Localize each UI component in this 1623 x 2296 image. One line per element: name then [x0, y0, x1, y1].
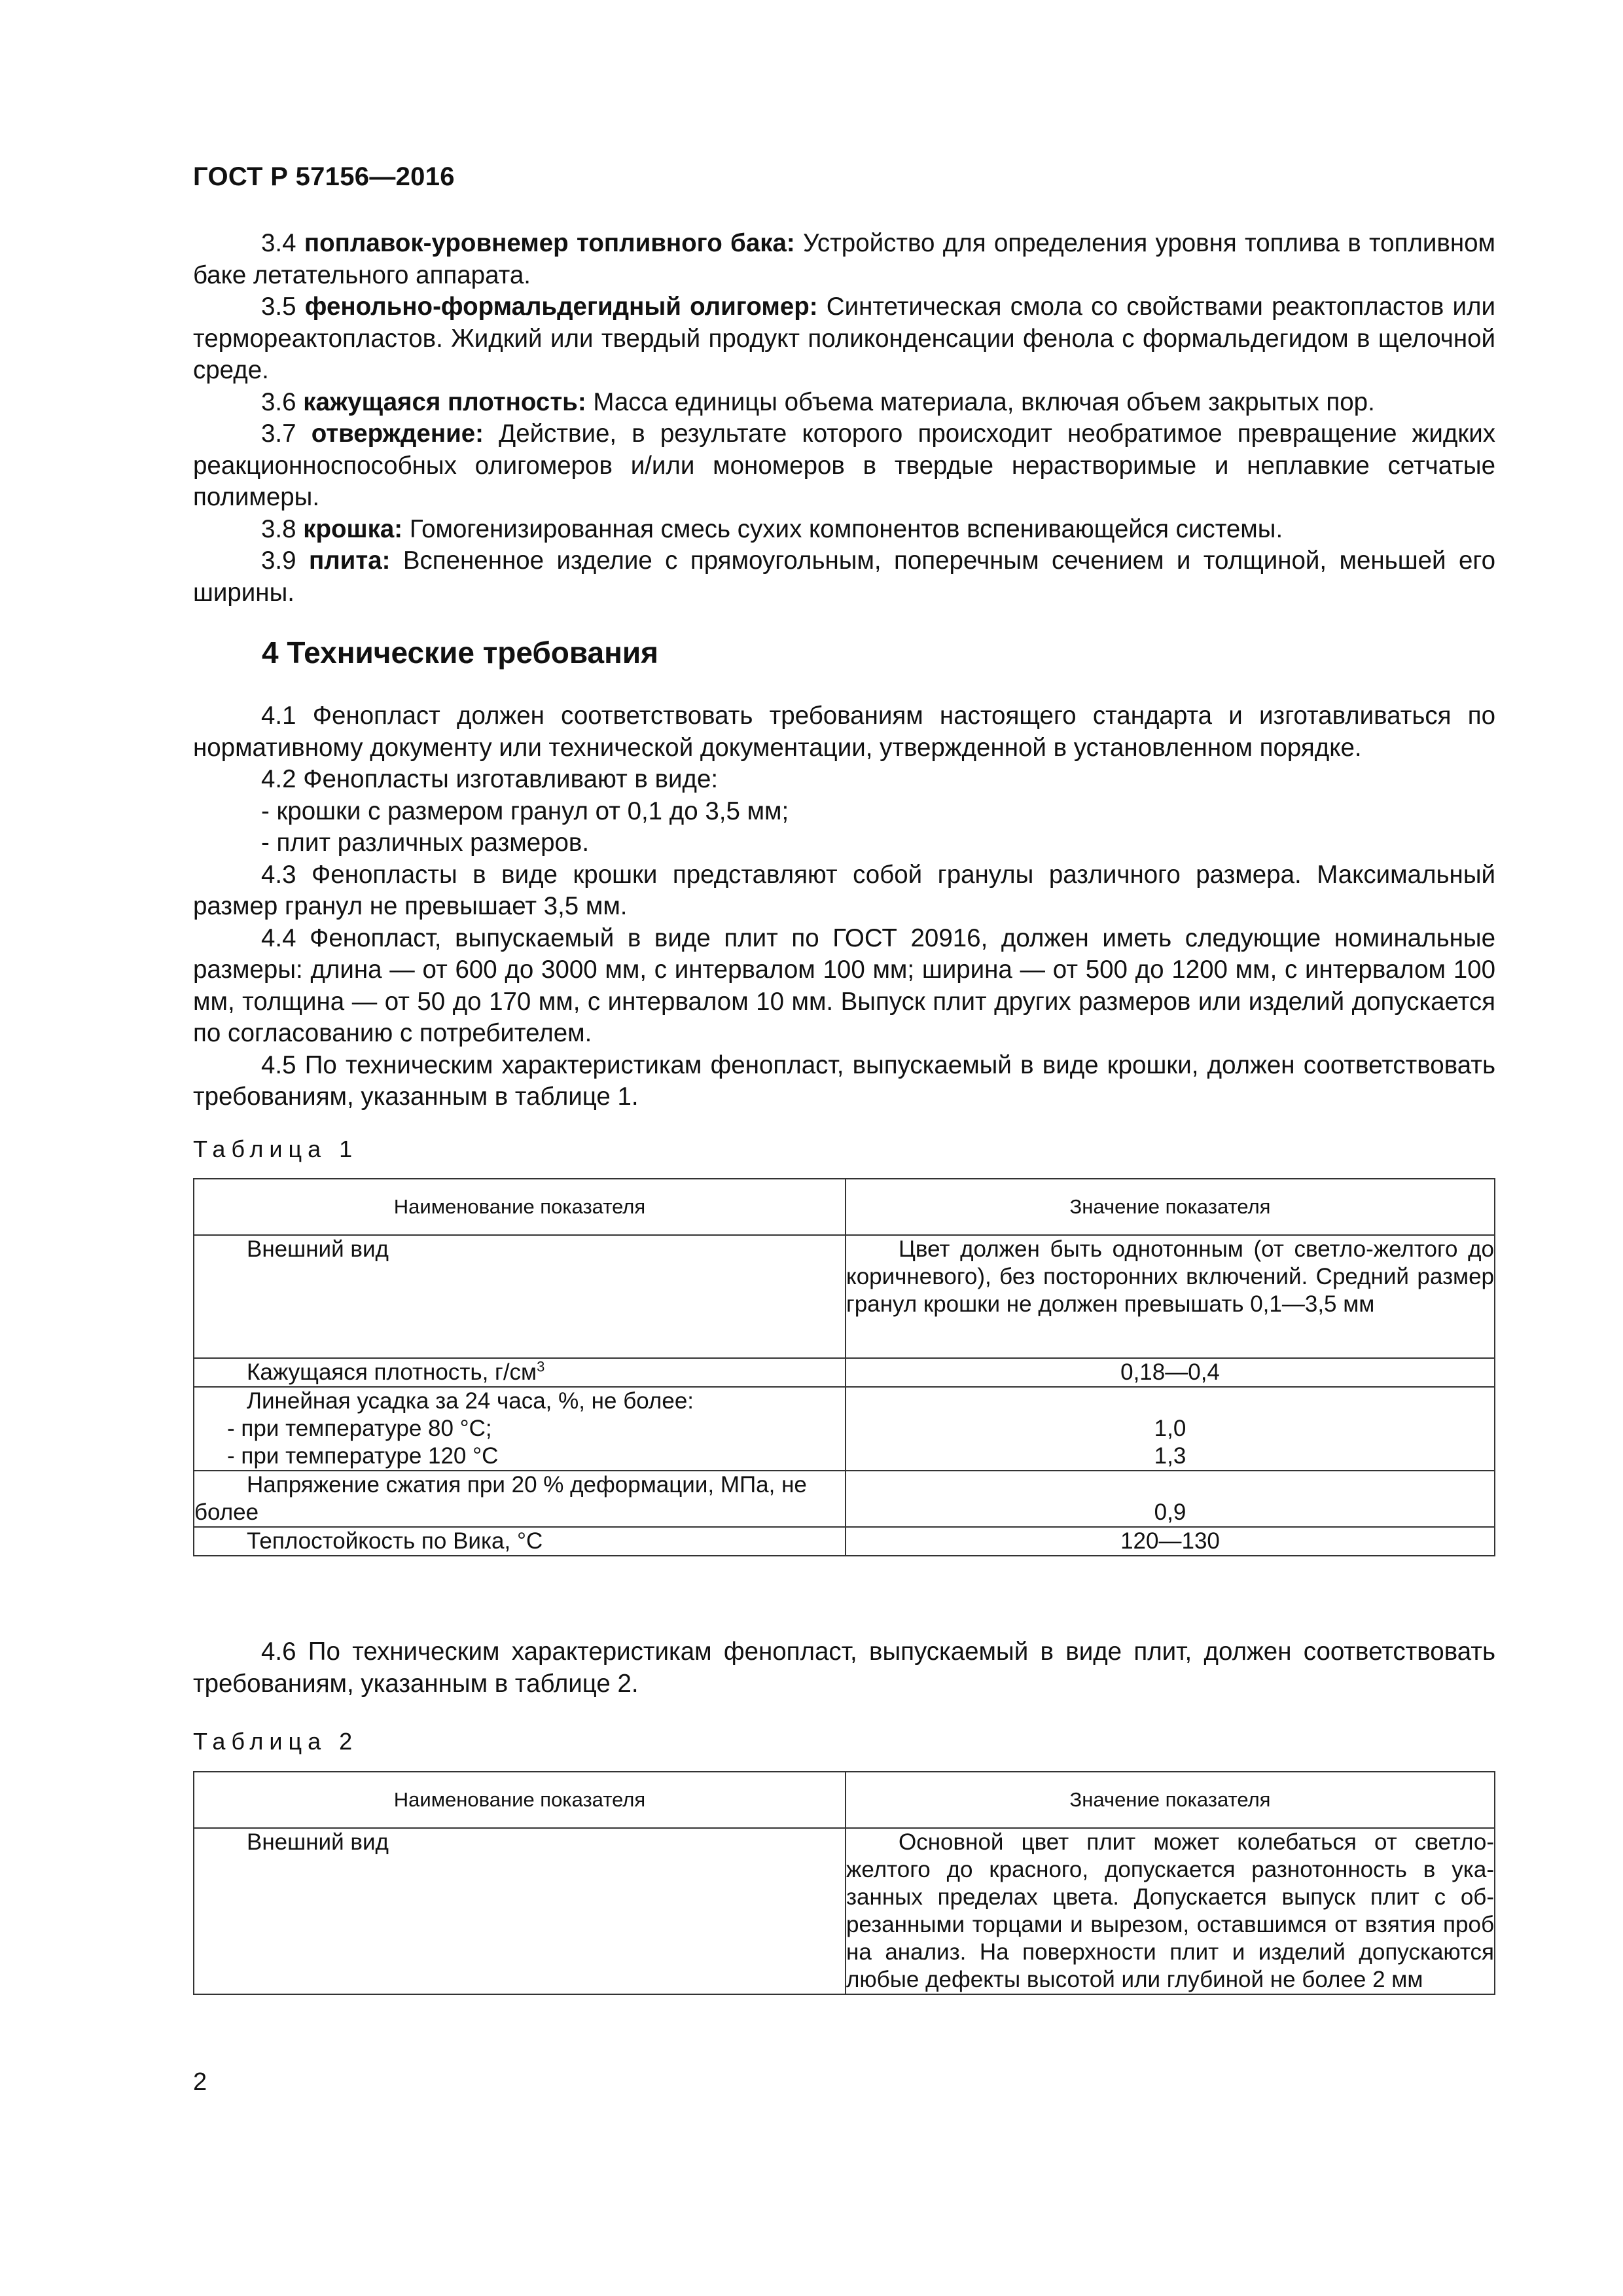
table-1-caption: Таблица 1: [193, 1136, 359, 1162]
definition-text: Гомогенизированная смесь сухих компонентов вспенивающейся системы.: [402, 514, 1283, 543]
row-value: 1,0: [1154, 1416, 1186, 1441]
clause-number: 3.6: [261, 387, 296, 416]
row-value: 0,9: [846, 1471, 1495, 1527]
definition-3-6: [193, 387, 1495, 419]
superscript: 3: [537, 1358, 545, 1375]
defined-term: плита:: [308, 547, 391, 575]
row-name-text: Кажущаяся плотность, г/см: [247, 1359, 537, 1385]
defined-term: крошка:: [303, 514, 403, 543]
row-value: Цвет должен быть однотонным (от светло-желтого до коричневого), без посторонних включений. Средний размер гранул крошки не должен превышать 0,1—3,5 мм: [846, 1236, 1494, 1317]
table-header-row: [194, 1179, 1495, 1235]
definition-3-4: [193, 228, 1495, 291]
row-name: [194, 1359, 845, 1386]
defined-term: отверждение:: [311, 420, 484, 448]
row-name: Напряжение сжатия при 20 % деформации, МПа, не более: [194, 1472, 807, 1525]
clause-number: 3.7: [261, 420, 296, 448]
defined-term: фенольно-формальдегидный олигомер:: [304, 293, 818, 321]
row-subitem: - при температуре 80 °С;: [227, 1416, 492, 1441]
row-subitem: - при температуре 120 °С: [227, 1443, 499, 1469]
list-item-crumb: - крошки с размером гранул от 0,1 до 3,5 мм;: [261, 797, 789, 825]
clause-number: 3.4: [261, 229, 296, 257]
section-4-body: [193, 700, 1495, 1113]
definition-3-9: [193, 545, 1495, 609]
defined-term: поплавок-уровнемер топливного бака:: [304, 229, 795, 257]
row-value: 0,18—0,4: [846, 1358, 1495, 1387]
definition-text: Вспененное изделие с прямоугольным, поперечным сечением и толщиной, меньшей его ширины.: [193, 547, 1495, 607]
table-row: [194, 1527, 1495, 1556]
clause-number: 3.9: [261, 547, 296, 575]
definition-text: Действие, в результате которого происходит необратимое превращение жидких реакционноспособных олигомеров и/или мономеров в твердые нерастворимые и неплавкие сетчатые полимеры.: [193, 420, 1496, 511]
clause-4-6-block: [193, 1636, 1495, 1700]
column-header-name: Наименование показателя: [194, 1772, 846, 1828]
definition-text: Синтетическая смола со свойствами реактопластов или термореактопластов. Жидкий или твердый продукт поликонденсации фенола с формальдегидом в щелочной среде.: [193, 293, 1495, 384]
row-value: 1,3: [1154, 1443, 1186, 1469]
row-value: 120—130: [846, 1527, 1495, 1556]
row-name: Теплостойкость по Вика, °С: [247, 1528, 543, 1554]
table-row: [194, 1358, 1495, 1387]
table-row: [194, 1235, 1495, 1358]
table-2-caption: Таблица 2: [193, 1728, 359, 1755]
clause-number: 3.5: [261, 293, 296, 321]
column-header-value: Значение показателя: [846, 1772, 1495, 1828]
row-name: Внешний вид: [247, 1829, 389, 1855]
clause-4-2: 4.2 Фенопласты изготавливают в виде:: [261, 765, 719, 793]
page-number: 2: [193, 2068, 207, 2096]
table-1: [193, 1178, 1495, 1556]
definition-text: Устройство для определения уровня топлива в топливном баке летательного аппарата.: [193, 229, 1495, 289]
list-item-plates: - плит различных размеров.: [261, 829, 590, 857]
clause-4-5: 4.5 По техническим характеристикам фенопласт, выпускаемый в виде крошки, должен соответствовать требованиям, указанным в таблице 1.: [193, 1050, 1495, 1111]
clause-number: 3.8: [261, 514, 296, 543]
clause-4-3: 4.3 Фенопласты в виде крошки представляют собой гранулы различного размера. Максимальный размер гранул не превышает 3,5 мм.: [193, 860, 1495, 920]
definition-3-7: [193, 418, 1495, 514]
clause-4-4: 4.4 Фенопласт, выпускаемый в виде плит по ГОСТ 20916, должен иметь следующие номинальные размеры: длина — от 600 до 3000 мм, с интервалом 100 мм; ширина — от 500 до 1200 мм, с интервалом 100 мм, толщина — от 50 до 170 мм, с интервалом 10 мм. Выпуск плит других размеров или изделий допускается по согласованию с потребителем.: [193, 924, 1495, 1047]
table-header-row: [194, 1772, 1495, 1828]
section-3-definitions: [193, 228, 1495, 609]
table-row: [194, 1471, 1495, 1527]
row-name: Внешний вид: [247, 1236, 389, 1262]
clause-4-1: 4.1 Фенопласт должен соответствовать требованиям настоящего стандарта и изготавливаться по нормативному документу или технической документации, утвержденной в установленном порядке.: [193, 702, 1495, 762]
document-header: ГОСТ Р 57156—2016: [193, 162, 455, 191]
definition-3-5: [193, 291, 1495, 387]
row-name: Линейная усадка за 24 часа, %, не более:: [247, 1388, 694, 1414]
column-header-name: Наименование показателя: [194, 1179, 846, 1235]
clause-4-6: 4.6 По техническим характеристикам фенопласт, выпускаемый в виде плит, должен соответствовать требованиям, указанным в таблице 2.: [193, 1638, 1495, 1698]
row-value: Основной цвет плит может колебаться от светложелтого до красного, допускается разнотонность в указанных пределах цвета. Допускается выпуск плит с обрезанными торцами и вырезом, оставшимся от взятия проб на анализ. На поверхности плит и изделий допускаются любые дефекты высотой или глубиной не более 2 мм: [846, 1829, 1494, 1992]
table-2: [193, 1771, 1495, 1995]
column-header-value: Значение показателя: [846, 1179, 1495, 1235]
table-row: [194, 1828, 1495, 1994]
defined-term: кажущаяся плотность:: [303, 387, 586, 416]
definition-3-8: [193, 514, 1495, 546]
definition-text: Масса единицы объема материала, включая объем закрытых пор.: [586, 387, 1375, 416]
table-row: [194, 1387, 1495, 1471]
section-4-title: 4 Технические требования: [262, 636, 658, 670]
